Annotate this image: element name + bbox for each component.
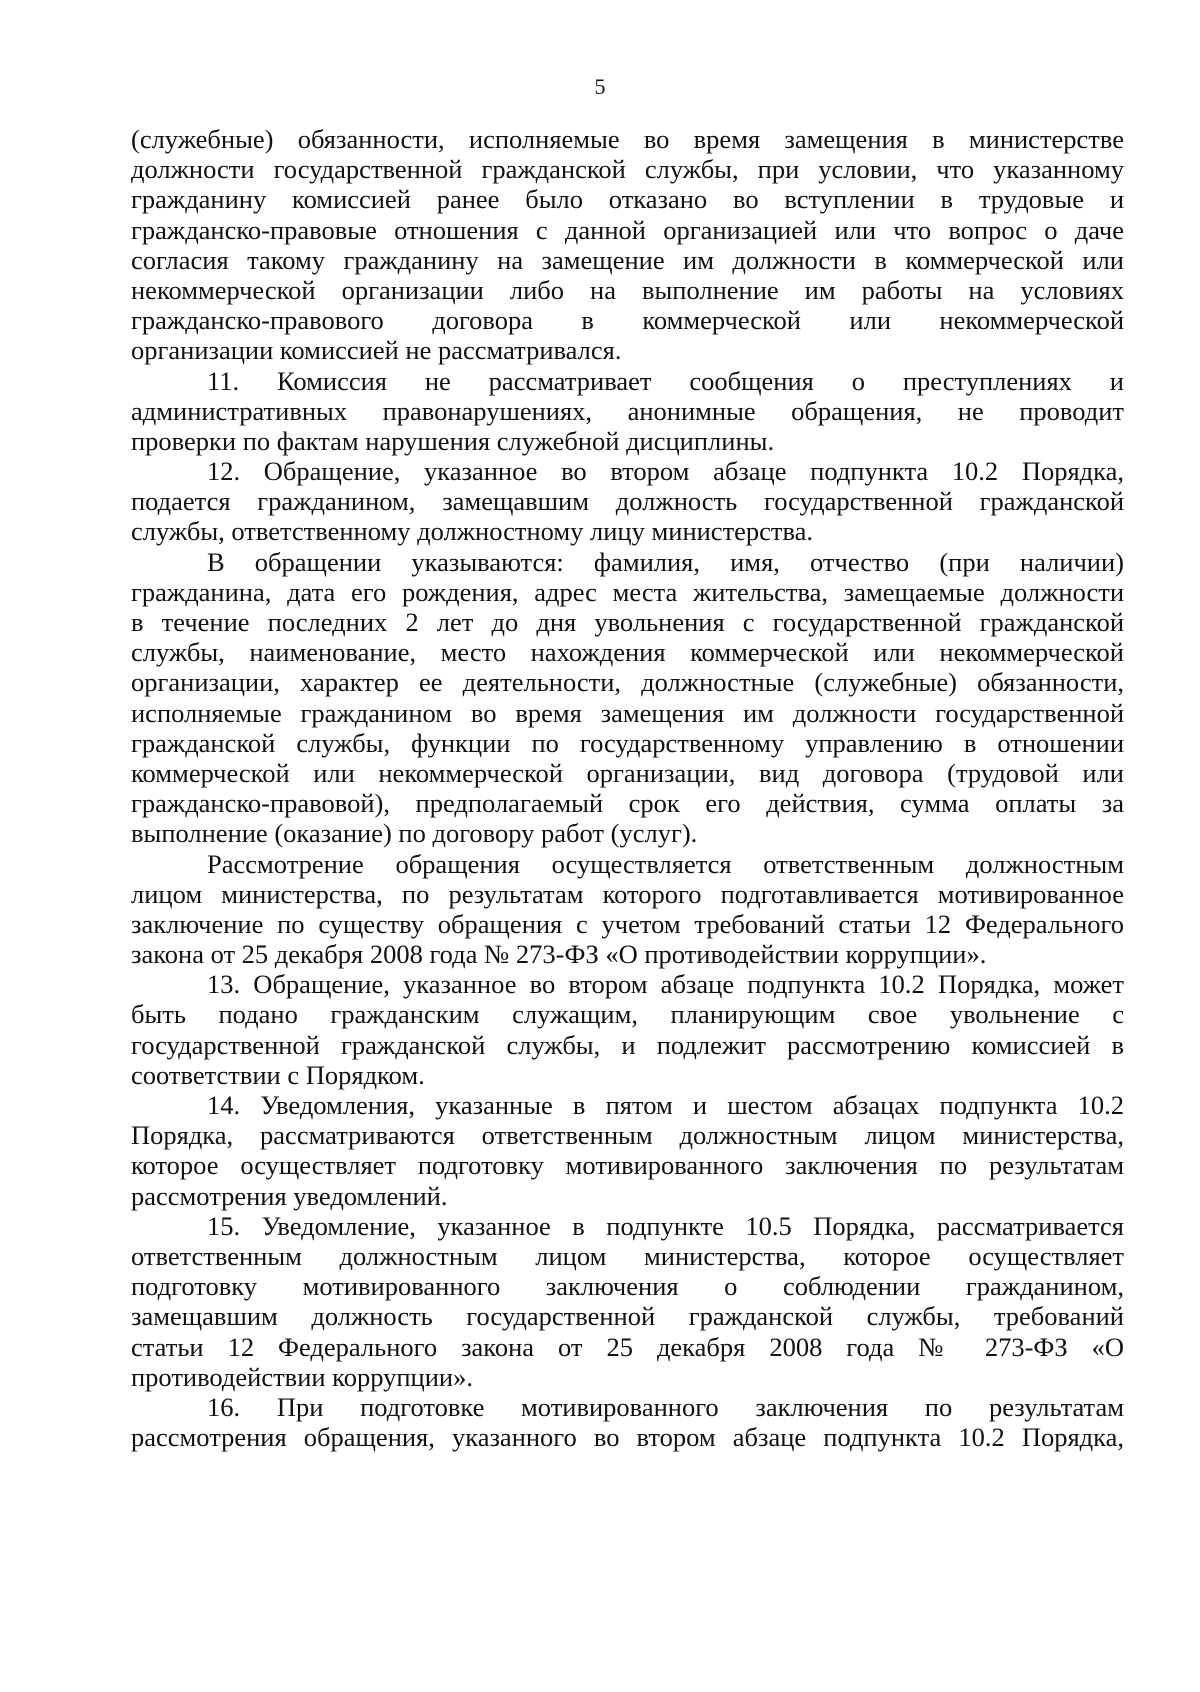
text-line: замещавшим должность государственной гражданской службы, требований: [131, 1301, 1124, 1332]
text-line: закона от 25 декабря 2008 года № 273-ФЗ «О противодействии коррупции».: [131, 939, 987, 970]
text-line: должности государственной гражданской службы, при условии, что указанному: [131, 154, 1124, 185]
text-line: коммерческой или некоммерческой организации, вид договора (трудовой или: [131, 757, 1124, 788]
text-line: организации комиссией не рассматривался.: [131, 335, 622, 366]
text-line: ответственным должностным лицом министерства, которое осуществляет: [131, 1240, 1124, 1271]
page-number: 5: [594, 74, 606, 99]
text-line: организации, характер ее деятельности, должностные (служебные) обязанности,: [131, 667, 1124, 698]
text-line: соответствии с Порядком.: [131, 1059, 425, 1090]
text-line: 16. При подготовке мотивированного заключения по результатам: [207, 1391, 1124, 1422]
text-line: исполняемые гражданином во время замещения им должности государственной: [131, 697, 1124, 728]
text-line: гражданско-правовые отношения с данной организацией или что вопрос о даче: [131, 214, 1124, 245]
text-line: гражданина, дата его рождения, адрес места жительства, замещаемые должности: [131, 576, 1124, 607]
document-body: [131, 124, 1124, 1452]
text-line: подготовку мотивированного заключения о соблюдении гражданином,: [131, 1271, 1124, 1302]
text-line: заключение по существу обращения с учетом требований статьи 12 Федерального: [131, 908, 1124, 939]
text-line: быть подано гражданским служащим, планирующим свое увольнение с: [131, 999, 1124, 1030]
text-line: Порядка, рассматриваются ответственным должностным лицом министерства,: [131, 1120, 1124, 1151]
text-line: гражданину комиссией ранее было отказано во вступлении в трудовые и: [131, 184, 1124, 215]
text-line: противодействии коррупции».: [131, 1361, 473, 1392]
text-line: выполнение (оказание) по договору работ (услуг).: [131, 818, 698, 849]
text-line: 14. Уведомления, указанные в пятом и шестом абзацах подпункта 10.2: [207, 1090, 1124, 1120]
text-line: гражданско-правового договора в коммерческой или некоммерческой: [131, 305, 1124, 336]
text-line: статьи 12 Федерального закона от 25 декабря 2008 года № 273-ФЗ «О: [131, 1331, 1124, 1362]
text-line: 12. Обращение, указанное во втором абзаце подпункта 10.2 Порядка,: [207, 456, 1124, 487]
text-line: согласия такому гражданину на замещение им должности в коммерческой или: [131, 244, 1124, 275]
text-line: 11. Комиссия не рассматривает сообщения о преступлениях и: [207, 365, 1124, 396]
text-line: государственной гражданской службы, и подлежит рассмотрению комиссией в: [131, 1029, 1124, 1060]
text-line: которое осуществляет подготовку мотивированного заключения по результатам: [131, 1150, 1124, 1181]
text-line: лицом министерства, по результатам которого подготавливается мотивированное: [131, 878, 1124, 909]
text-line: гражданской службы, функции по государственному управлению в отношении: [131, 727, 1124, 758]
text-line: некоммерческой организации либо на выполнение им работы на условиях: [131, 274, 1124, 305]
text-line: проверки по фактам нарушения служебной дисциплины.: [131, 425, 775, 456]
text-line: службы, наименование, место нахождения коммерческой или некоммерческой: [131, 637, 1124, 668]
text-line: Рассмотрение обращения осуществляется ответственным должностным: [207, 848, 1124, 879]
text-line: подается гражданином, замещавшим должность государственной гражданской: [131, 486, 1124, 517]
text-line: в течение последних 2 лет до дня увольнения с государственной гражданской: [131, 607, 1124, 637]
text-line: В обращении указываются: фамилия, имя, отчество (при наличии): [207, 546, 1124, 577]
text-line: (служебные) обязанности, исполняемые во время замещения в министерстве: [131, 124, 1124, 154]
text-line: административных правонарушениях, анонимные обращения, не проводит: [131, 395, 1124, 426]
text-line: гражданско-правовой), предполагаемый срок его действия, сумма оплаты за: [131, 788, 1124, 819]
text-line: службы, ответственному должностному лицу министерства.: [131, 516, 814, 547]
text-line: 13. Обращение, указанное во втором абзаце подпункта 10.2 Порядка, может: [207, 969, 1124, 1000]
text-line: рассмотрения уведомлений.: [131, 1180, 448, 1211]
text-line: рассмотрения обращения, указанного во втором абзаце подпункта 10.2 Порядка,: [131, 1422, 1124, 1453]
text-line: 15. Уведомление, указанное в подпункте 10.5 Порядка, рассматривается: [207, 1210, 1124, 1241]
